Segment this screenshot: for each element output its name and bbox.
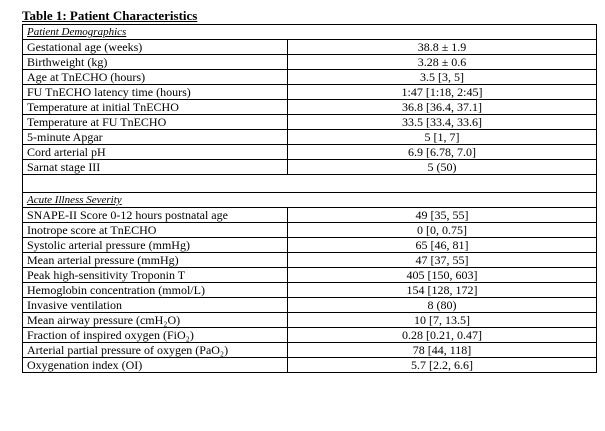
row-label: Fraction of inspired oxygen (FiO₂) bbox=[23, 328, 288, 343]
row-value: 33.5 [33.4, 33.6] bbox=[288, 115, 597, 130]
row-value: 6.9 [6.78, 7.0] bbox=[288, 145, 597, 160]
row-label: Arterial partial pressure of oxygen (PaO₂) bbox=[23, 343, 288, 358]
row-value: 78 [44, 118] bbox=[288, 343, 597, 358]
row-value: 3.28 ± 0.6 bbox=[288, 55, 597, 70]
table-row bbox=[23, 160, 597, 175]
row-label: Age at TnECHO (hours) bbox=[23, 70, 288, 85]
row-label: SNAPE-II Score 0-12 hours postnatal age bbox=[23, 208, 288, 223]
section-header-demographics bbox=[23, 25, 597, 40]
row-value: 5 [1, 7] bbox=[288, 130, 597, 145]
row-label: Hemoglobin concentration (mmol/L) bbox=[23, 283, 288, 298]
table-title: Table 1: Patient Characteristics bbox=[22, 8, 198, 23]
table-row bbox=[23, 115, 597, 130]
table-row bbox=[23, 70, 597, 85]
patient-characteristics-table bbox=[22, 24, 597, 373]
table-row bbox=[23, 100, 597, 115]
row-value: 65 [46, 81] bbox=[288, 238, 597, 253]
table-row bbox=[23, 40, 597, 55]
section-label-demographics: Patient Demographics bbox=[23, 25, 288, 40]
row-value: 0.28 [0.21, 0.47] bbox=[288, 328, 597, 343]
row-label: Mean airway pressure (cmH₂O) bbox=[23, 313, 288, 328]
row-label: Invasive ventilation bbox=[23, 298, 288, 313]
table-row bbox=[23, 223, 597, 238]
row-label: Inotrope score at TnECHO bbox=[23, 223, 288, 238]
table-row bbox=[23, 145, 597, 160]
row-value: 36.8 [36.4, 37.1] bbox=[288, 100, 597, 115]
table-row bbox=[23, 283, 597, 298]
table-row bbox=[23, 343, 597, 358]
row-label: 5-minute Apgar bbox=[23, 130, 288, 145]
row-label: Cord arterial pH bbox=[23, 145, 288, 160]
table-row bbox=[23, 238, 597, 253]
row-label: Temperature at FU TnECHO bbox=[23, 115, 288, 130]
row-value: 0 [0, 0.75] bbox=[288, 223, 597, 238]
section-label-severity: Acute Illness Severity bbox=[23, 193, 288, 208]
table-row bbox=[23, 328, 597, 343]
severity-rows bbox=[23, 208, 597, 373]
row-value: 10 [7, 13.5] bbox=[288, 313, 597, 328]
row-value: 405 [150, 603] bbox=[288, 268, 597, 283]
table-row bbox=[23, 268, 597, 283]
row-label: Systolic arterial pressure (mmHg) bbox=[23, 238, 288, 253]
table-row bbox=[23, 208, 597, 223]
row-label: FU TnECHO latency time (hours) bbox=[23, 85, 288, 100]
section-spacer bbox=[23, 175, 597, 193]
table-row bbox=[23, 130, 597, 145]
table-row bbox=[23, 298, 597, 313]
row-value: 3.5 [3, 5] bbox=[288, 70, 597, 85]
demographics-rows bbox=[23, 40, 597, 175]
row-label: Peak high-sensitivity Troponin T bbox=[23, 268, 288, 283]
table-row bbox=[23, 253, 597, 268]
row-label: Temperature at initial TnECHO bbox=[23, 100, 288, 115]
table-row bbox=[23, 313, 597, 328]
table-row bbox=[23, 55, 597, 70]
row-value: 49 [35, 55] bbox=[288, 208, 597, 223]
row-value: 8 (80) bbox=[288, 298, 597, 313]
row-value: 38.8 ± 1.9 bbox=[288, 40, 597, 55]
row-label: Gestational age (weeks) bbox=[23, 40, 288, 55]
row-label: Oxygenation index (OI) bbox=[23, 358, 288, 373]
row-value: 5 (50) bbox=[288, 160, 597, 175]
row-label: Sarnat stage III bbox=[23, 160, 288, 175]
row-label: Mean arterial pressure (mmHg) bbox=[23, 253, 288, 268]
row-value: 154 [128, 172] bbox=[288, 283, 597, 298]
row-value: 5.7 [2.2, 6.6] bbox=[288, 358, 597, 373]
row-label: Birthweight (kg) bbox=[23, 55, 288, 70]
table-row bbox=[23, 358, 597, 373]
row-value: 47 [37, 55] bbox=[288, 253, 597, 268]
row-value: 1:47 [1:18, 2:45] bbox=[288, 85, 597, 100]
section-header-severity bbox=[23, 193, 597, 208]
table-row bbox=[23, 85, 597, 100]
